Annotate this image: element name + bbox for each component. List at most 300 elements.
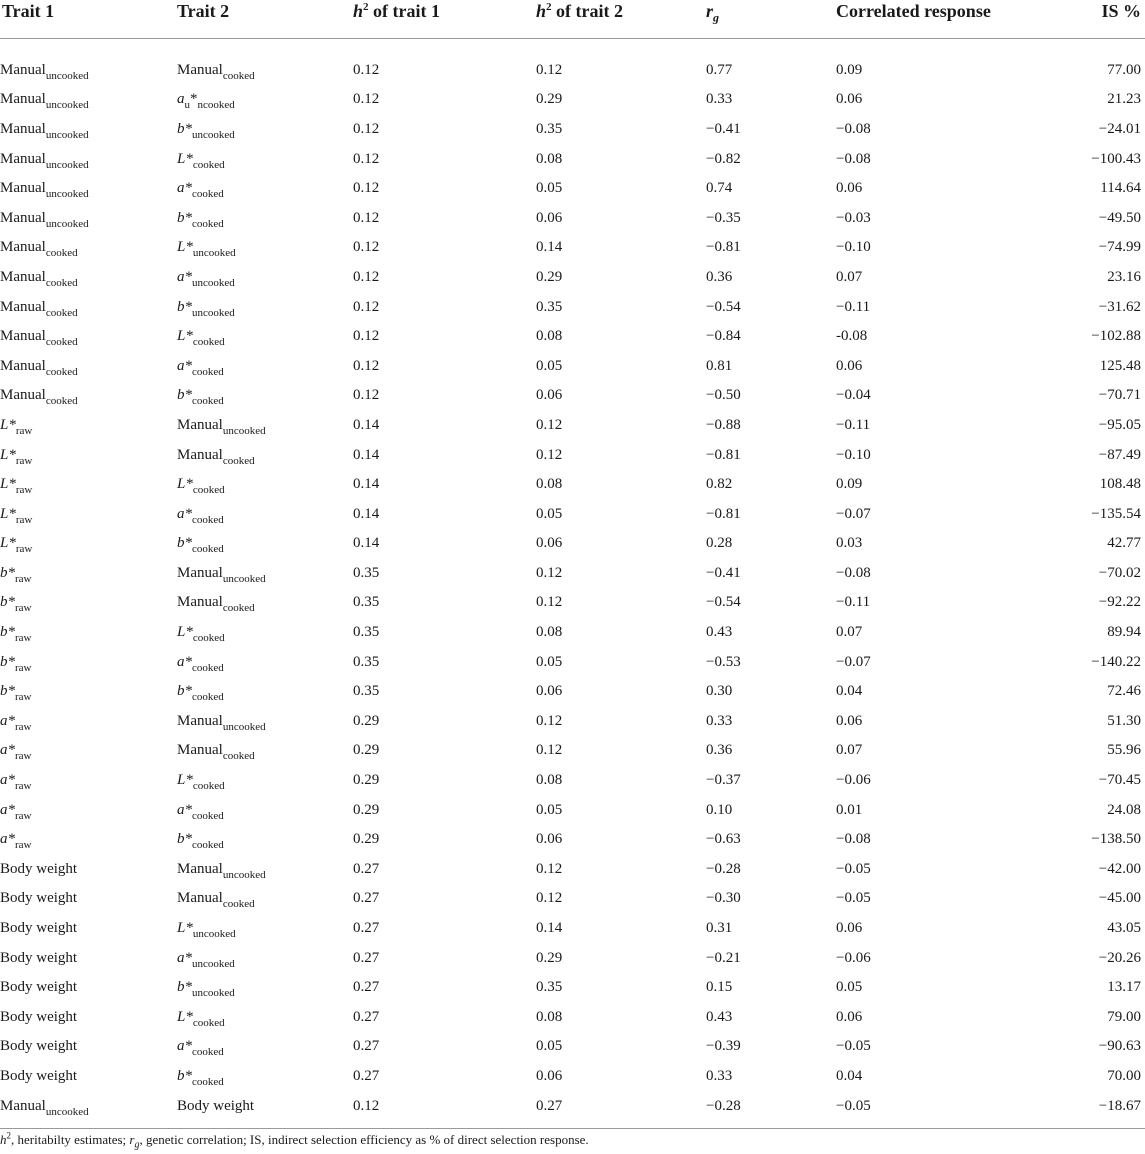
cell-is-percent: 13.17 [1107,979,1141,996]
cell-h2-trait1: 0.14 [353,446,380,463]
trait-base: a* [177,1038,192,1055]
trait-base: L* [177,239,193,256]
trait-subscript: raw [15,454,33,467]
trait-base: Manual [177,742,223,759]
table-row [0,913,1145,943]
trait-subscript: cooked [192,365,224,378]
header-is-percent: IS % [1066,0,1145,39]
cell-rg: 0.28 [706,535,733,552]
cell-h2-trait1: 0.35 [353,653,380,670]
cell-trait2 [177,39,353,85]
trait-subscript: raw [15,661,32,674]
table-row [0,972,1145,1002]
cell-trait1 [0,440,177,470]
cell-correlated-response: -0.08 [836,328,868,345]
cell-correlated-response: −0.04 [836,387,871,404]
cell-correlated-response: −0.05 [836,1091,1066,1129]
cell-h2-trait2: 0.08 [536,772,563,789]
cell-trait2 [177,1032,353,1062]
trait-base: L* [177,150,193,167]
table-row [0,469,1145,499]
cell-trait2 [177,854,353,884]
trait-base: a* [177,949,192,966]
trait-subscript: cooked [192,158,225,171]
cell-trait1 [0,558,177,588]
cell-correlated-response: 0.05 [836,979,863,996]
table-row [0,440,1145,470]
table-row [0,795,1145,825]
cell-rg: −0.21 [706,949,741,966]
table-row [0,1002,1145,1032]
cell-h2-trait1: 0.27 [353,1067,380,1084]
table-row [0,114,1145,144]
trait-subscript: cooked [192,691,224,704]
trait-base: a* [177,268,192,285]
cell-rg: 0.74 [706,180,733,197]
trait-subscript: uncooked [222,424,266,437]
trait-subscript: cooked [45,365,78,378]
cell-rg: 0.31 [706,920,733,937]
cell-rg: −0.28 [706,1091,836,1129]
cell-correlated-response: −0.03 [836,209,871,226]
cell-trait2 [177,233,353,263]
cell-correlated-response: 0.06 [836,1008,863,1025]
cell-correlated-response: 0.04 [836,1067,863,1084]
trait-subscript: cooked [45,247,78,260]
cell-trait1 [0,943,177,973]
cell-trait1 [0,499,177,529]
cell-is-percent: 79.00 [1107,1008,1141,1025]
trait-base: Body weight [0,1038,78,1055]
cell-trait2 [177,736,353,766]
trait-subscript: raw [15,750,32,763]
cell-is-percent: −74.99 [1098,239,1141,256]
trait-base: Manual [177,564,223,581]
cell-is-percent: 23.16 [1107,268,1141,285]
trait-subscript: cooked [192,1075,224,1088]
cell-trait2 [177,203,353,233]
cell-h2-trait2: 0.08 [536,150,563,167]
cell-rg: 0.81 [706,357,733,374]
cell-correlated-response: 0.07 [836,268,863,285]
cell-correlated-response: −0.07 [836,653,871,670]
table-row [0,292,1145,322]
cell-rg: −0.84 [706,328,741,345]
cell-h2-trait2: 0.06 [536,209,563,226]
cell-rg: −0.37 [706,772,741,789]
cell-h2-trait2: 0.35 [536,298,563,315]
cell-h2-trait2: 0.06 [536,1067,563,1084]
cell-trait2 [177,913,353,943]
table-row [0,647,1145,677]
cell-rg: −0.35 [706,209,741,226]
cell-correlated-response: −0.10 [836,239,871,256]
cell-trait2 [177,676,353,706]
trait-base: a* [0,712,15,729]
trait-subscript: cooked [222,454,255,467]
cell-h2-trait2: 0.29 [536,91,563,108]
cell-trait2 [177,1002,353,1032]
trait-base: b* [177,120,192,137]
cell-is-percent: −92.22 [1098,594,1141,611]
trait-base: Body weight [0,1067,78,1084]
cell-trait1 [0,173,177,203]
cell-trait1 [0,203,177,233]
cell-is-percent: −70.71 [1098,387,1141,404]
table-row [0,1032,1145,1062]
cell-h2-trait1: 0.35 [353,683,380,700]
cell-h2-trait2: 0.12 [536,416,563,433]
cell-is-percent: 125.48 [1099,357,1141,374]
table-row [0,203,1145,233]
cell-correlated-response: −0.05 [836,890,871,907]
cell-is-percent: 72.46 [1107,683,1141,700]
cell-trait2 [177,292,353,322]
cell-trait1 [0,410,177,440]
trait-subscript: raw [15,424,33,437]
cell-h2-trait2: 0.12 [536,890,563,907]
cell-trait1 [0,588,177,618]
cell-h2-trait1: 0.27 [353,1008,380,1025]
trait-subscript: u [184,99,190,112]
table-row [0,499,1145,529]
trait-subscript: cooked [45,336,78,349]
trait-subscript: uncooked [192,247,236,260]
trait-base: b* [177,387,192,404]
cell-h2-trait1: 0.35 [353,624,380,641]
cell-rg: 0.43 [706,1008,733,1025]
cell-trait2 [177,410,353,440]
cell-is-percent: −70.45 [1098,772,1141,789]
trait-subscript: uncooked [45,99,89,112]
cell-rg: −0.50 [706,387,741,404]
trait-subscript: cooked [192,780,225,793]
cell-correlated-response: −0.06 [836,772,871,789]
cell-correlated-response: 0.09 [836,476,863,493]
cell-h2-trait1: 0.27 [353,949,380,966]
table-row [0,410,1145,440]
table-row [0,233,1145,263]
cell-trait2 [177,617,353,647]
cell-rg: 0.82 [706,476,733,493]
trait-subscript: uncooked [222,720,266,733]
cell-correlated-response: −0.05 [836,1038,871,1055]
cell-is-percent: 108.48 [1099,476,1141,493]
trait-subscript: uncooked [45,158,89,171]
cell-is-percent: 89.94 [1107,624,1141,641]
table-row [0,262,1145,292]
trait-base: L* [0,416,16,433]
trait-subscript: uncooked [192,987,235,1000]
trait-star: * [190,91,198,108]
table-footnote: $h^2$, heritabilty estimates; $r_g$, genetic correlation; IS, indirect selection efficiency as % of direct selection response. [0,1130,589,1151]
trait-base: Manual [0,357,46,374]
table-row [0,884,1145,914]
trait-base: L* [177,624,193,641]
cell-h2-trait1: 0.12 [353,120,380,137]
cell-trait2 [177,499,353,529]
table-row [0,39,1145,85]
cell-is-percent: 43.05 [1107,920,1141,937]
cell-is-percent: −87.49 [1098,446,1141,463]
cell-rg: −0.41 [706,120,741,137]
cell-trait2 [177,85,353,115]
header-trait1: Trait 1 [0,0,177,39]
cell-h2-trait2: 0.35 [536,979,563,996]
cell-h2-trait1: 0.29 [353,712,380,729]
trait-base: b* [177,535,192,552]
cell-h2-trait2: 0.12 [536,594,563,611]
trait-base: a* [177,653,192,670]
trait-base: Manual [177,594,223,611]
trait-subscript: raw [15,691,32,704]
cell-h2-trait1: 0.12 [353,328,380,345]
trait-base: Manual [0,91,46,108]
cell-trait1 [0,292,177,322]
cell-h2-trait1: 0.12 [353,239,380,256]
table-row [0,617,1145,647]
trait-base: b* [0,653,15,670]
table-row [0,529,1145,559]
cell-trait1 [0,736,177,766]
cell-trait1 [0,233,177,263]
cell-trait1 [0,1061,177,1091]
trait-symbol: a [177,91,185,108]
trait-subscript: cooked [192,513,224,526]
cell-trait1 [0,85,177,115]
cell-correlated-response: −0.11 [836,416,871,433]
trait-base: b* [0,564,15,581]
trait-subscript: raw [15,809,32,822]
trait-base: b* [177,831,192,848]
cell-h2-trait1: 0.12 [353,61,380,78]
cell-h2-trait1: 0.14 [353,416,380,433]
trait-base: Body weight [177,1097,255,1114]
cell-trait2 [177,647,353,677]
trait-subscript: cooked [45,395,78,408]
cell-trait1 [0,144,177,174]
table-row [0,173,1145,203]
trait-base: a* [0,831,15,848]
table-row [0,144,1145,174]
cell-correlated-response: 0.03 [836,535,863,552]
trait-base: Manual [177,860,223,877]
cell-correlated-response: 0.07 [836,624,863,641]
cell-h2-trait1: 0.27 [353,1038,380,1055]
cell-trait1 [0,913,177,943]
cell-is-percent: −18.67 [1066,1091,1145,1129]
trait-base: L* [177,920,193,937]
trait-base: b* [0,624,15,641]
cell-trait1 [0,321,177,351]
cell-correlated-response: −0.08 [836,564,871,581]
cell-h2-trait1: 0.12 [353,387,380,404]
trait-subscript: raw [15,720,32,733]
cell-trait1 [0,647,177,677]
cell-is-percent: 77.00 [1107,61,1141,78]
table-header [0,0,1145,39]
trait-subscript: ncooked [197,99,235,112]
cell-h2-trait2: 0.29 [536,268,563,285]
trait-base: L* [0,476,16,493]
cell-trait2 [177,558,353,588]
trait-base: Manual [177,61,223,78]
cell-trait2 [177,321,353,351]
trait-subscript: cooked [192,809,224,822]
trait-subscript: cooked [222,69,255,82]
table-row [0,824,1145,854]
cell-h2-trait2: 0.08 [536,1008,563,1025]
trait-subscript: cooked [192,188,224,201]
trait-base: Manual [0,180,46,197]
cell-trait2 [177,706,353,736]
cell-h2-trait1: 0.27 [353,920,380,937]
cell-h2-trait1: 0.35 [353,564,380,581]
cell-is-percent: −42.00 [1098,860,1141,877]
cell-is-percent: −138.50 [1091,831,1141,848]
cell-rg: 0.10 [706,801,733,818]
trait-subscript: cooked [192,217,224,230]
header-h2-trait2: $h^2$ of trait 2 [536,0,706,39]
cell-h2-trait2: 0.06 [536,387,563,404]
trait-base: Body weight [0,860,78,877]
trait-base: a* [177,357,192,374]
header-trait2: Trait 2 [177,0,353,39]
table-row [0,321,1145,351]
cell-rg: 0.33 [706,91,733,108]
cell-correlated-response: −0.11 [836,298,871,315]
cell-rg: −0.30 [706,890,741,907]
cell-h2-trait1: 0.27 [353,890,380,907]
trait-subscript: raw [15,602,32,615]
cell-correlated-response: −0.06 [836,949,871,966]
cell-is-percent: 42.77 [1107,535,1141,552]
trait-base: a* [0,742,15,759]
cell-h2-trait1: 0.12 [353,357,380,374]
cell-trait2 [177,173,353,203]
cell-trait2 [177,824,353,854]
table-row [0,736,1145,766]
cell-h2-trait2: 0.12 [536,712,563,729]
cell-h2-trait1: 0.12 [353,150,380,167]
cell-h2-trait2: 0.12 [536,860,563,877]
table-row [0,676,1145,706]
trait-subscript: raw [15,572,32,585]
trait-subscript: cooked [45,306,78,319]
cell-trait2 [177,529,353,559]
cell-correlated-response: −0.05 [836,860,871,877]
cell-trait2 [177,1061,353,1091]
trait-base: L* [0,505,16,522]
cell-h2-trait1: 0.12 [353,268,380,285]
cell-h2-trait1: 0.29 [353,831,380,848]
cell-rg: −0.81 [706,239,741,256]
cell-trait1 [0,795,177,825]
table-row [0,1061,1145,1091]
cell-trait2 [177,943,353,973]
trait-base: b* [177,979,192,996]
trait-base: Manual [0,209,46,226]
cell-correlated-response: 0.06 [836,712,863,729]
trait-base: Manual [177,446,223,463]
cell-trait1 [0,676,177,706]
cell-correlated-response: 0.06 [836,920,863,937]
trait-subscript: uncooked [192,128,235,141]
trait-base: L* [177,476,193,493]
cell-correlated-response: 0.06 [836,180,863,197]
cell-rg: −0.82 [706,150,741,167]
trait-base: b* [0,594,15,611]
trait-base: Body weight [0,949,78,966]
cell-h2-trait2: 0.06 [536,831,563,848]
cell-trait2 [177,972,353,1002]
trait-subscript: raw [15,513,33,526]
cell-h2-trait2: 0.14 [536,920,563,937]
trait-base: b* [0,683,15,700]
cell-h2-trait2: 0.35 [536,120,563,137]
trait-subscript: uncooked [192,928,236,941]
cell-is-percent: 55.96 [1107,742,1141,759]
trait-subscript: cooked [222,898,255,911]
cell-h2-trait2: 0.29 [536,949,563,966]
trait-base: Body weight [0,979,78,996]
trait-subscript: uncooked [222,868,266,881]
cell-trait1 [0,706,177,736]
cell-h2-trait2: 0.05 [536,180,563,197]
trait-subscript: uncooked [222,572,266,585]
cell-trait2 [177,262,353,292]
cell-h2-trait2: 0.08 [536,476,563,493]
trait-subscript: raw [15,543,33,556]
cell-trait1 [0,765,177,795]
trait-base: Manual [0,150,46,167]
cell-correlated-response: 0.01 [836,801,863,818]
trait-base: Manual [177,890,223,907]
cell-rg: −0.54 [706,594,741,611]
cell-h2-trait2: 0.05 [536,505,563,522]
cell-h2-trait2: 0.05 [536,801,563,818]
trait-base: Manual [0,61,46,78]
cell-h2-trait2: 0.05 [536,1038,563,1055]
trait-subscript: uncooked [192,306,235,319]
trait-base: Body weight [0,920,78,937]
cell-h2-trait2: 0.14 [536,239,563,256]
trait-base: Manual [177,712,223,729]
header-rg: $r_g$ [706,0,836,39]
table-row [0,351,1145,381]
cell-rg: 0.36 [706,742,733,759]
cell-trait1 [0,381,177,411]
trait-subscript: raw [15,839,32,852]
cell-trait1 [0,1002,177,1032]
cell-trait2 [177,351,353,381]
trait-subscript: cooked [192,543,224,556]
cell-is-percent: −70.02 [1098,564,1141,581]
table-row [0,943,1145,973]
trait-base: b* [177,209,192,226]
trait-base: Manual [0,298,46,315]
cell-trait1 [0,617,177,647]
cell-h2-trait2: 0.06 [536,535,563,552]
cell-trait2 [177,588,353,618]
cell-is-percent: −140.22 [1091,653,1141,670]
cell-h2-trait2: 0.08 [536,328,563,345]
trait-base: a* [177,505,192,522]
cell-is-percent: −31.62 [1098,298,1141,315]
trait-base: a* [177,801,192,818]
cell-rg: 0.30 [706,683,733,700]
cell-correlated-response: −0.08 [836,120,871,137]
